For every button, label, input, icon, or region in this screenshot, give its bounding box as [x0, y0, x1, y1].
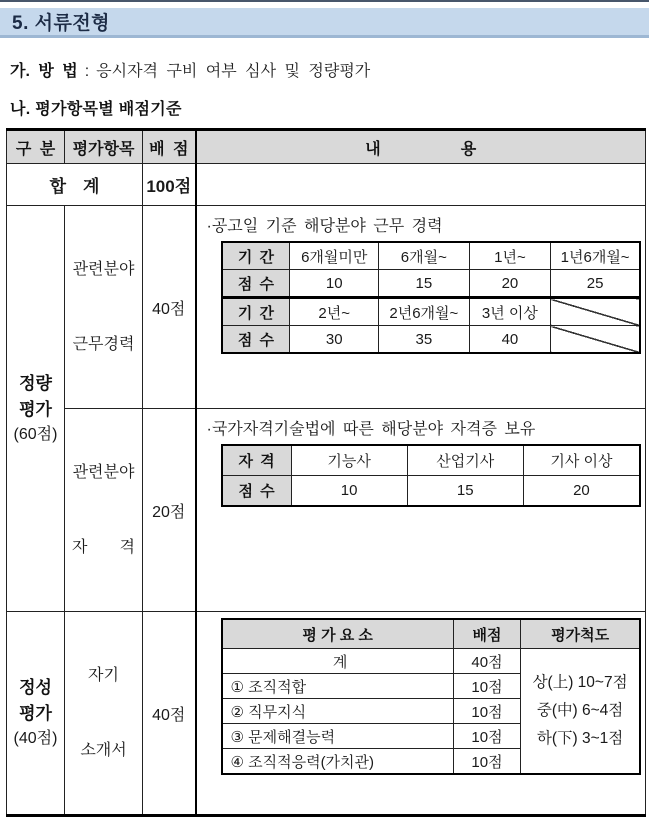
eval-factor: ④ 조직적응력(가치관): [222, 749, 454, 775]
subtable-cell: 2년~: [290, 298, 379, 326]
eval-factor: ① 조직적합: [222, 674, 454, 699]
subtable-label: 기 간: [222, 298, 290, 326]
eval-points: 10점: [453, 724, 520, 749]
points-career: 40점: [143, 206, 196, 409]
row-self-introduction: [7, 612, 646, 816]
scale-line-high: 상(上) 10~7점: [532, 674, 628, 691]
subtable-row: [222, 445, 641, 476]
method-label: 가. 방 법: [10, 63, 78, 80]
subtable-row: [222, 326, 641, 354]
eval-factor: 계: [222, 649, 454, 674]
col-header-category: 구 분: [7, 130, 65, 164]
scale-line-low: 하(下) 3~1점: [536, 730, 624, 747]
eval-points: 10점: [453, 674, 520, 699]
scale-line-mid: 중(中) 6~4점: [536, 702, 624, 719]
item-license-line2: 자 격: [72, 539, 135, 556]
group-qualitative: [7, 612, 65, 816]
item-license: [65, 409, 143, 612]
points-license: 20점: [143, 409, 196, 612]
row-career: [7, 206, 646, 409]
eval-points: 40점: [453, 649, 520, 674]
subtable-cell: 35: [379, 326, 470, 354]
evaluation-row: [222, 649, 641, 674]
subtable-row: [222, 476, 641, 507]
subtable-cell: 기능사: [291, 445, 407, 476]
subtable-label: 점 수: [222, 476, 292, 507]
subtable-cell: 15: [407, 476, 523, 507]
subtable-cell: 30: [290, 326, 379, 354]
method-separator: :: [84, 63, 90, 80]
license-bullet: ·국가자격기술법에 따른 해당분야 자격증 보유: [206, 421, 536, 438]
diagonal-strike-cell: [551, 326, 640, 354]
group-qualitative-line2: 평가: [19, 704, 52, 723]
section-title: 5. 서류전형: [12, 13, 111, 34]
subtable-cell: 40: [469, 326, 551, 354]
evaluation-header-row: [222, 619, 641, 649]
evaluation-subtable: [221, 618, 642, 775]
subtable-row: [222, 298, 641, 326]
item-license-line1: 관련분야: [72, 464, 135, 481]
item-career: [65, 206, 143, 409]
subtable-cell: 1년6개월~: [551, 242, 640, 270]
method-text: 응시자격 구비 여부 심사 및 정량평가: [96, 63, 371, 80]
section-header-banner: [0, 8, 649, 38]
total-row: [7, 164, 646, 206]
group-quantitative: [7, 206, 65, 612]
subtable-cell: 25: [551, 270, 640, 298]
subtable-cell: 기사 이상: [523, 445, 640, 476]
career-subtable: [221, 241, 642, 354]
total-label: 합 계: [7, 164, 143, 206]
points-self-introduction: 40점: [143, 612, 196, 816]
subtable-label: 점 수: [222, 270, 290, 298]
main-table-header-row: [7, 130, 646, 164]
col-header-points: 배 점: [143, 130, 196, 164]
evaluation-scale-cell: [521, 649, 640, 775]
total-content-empty: [196, 164, 646, 206]
group-qualitative-line1: 정성: [19, 678, 52, 697]
group-quantitative-points: (60점): [13, 425, 58, 443]
subtable-cell: 산업기사: [407, 445, 523, 476]
top-rule: [0, 0, 649, 2]
main-table: [6, 128, 646, 817]
license-subtable: [221, 444, 642, 507]
group-quantitative-line2: 평가: [19, 399, 52, 419]
diagonal-strike-cell: [551, 298, 640, 326]
subtable-row: [222, 242, 641, 270]
group-qualitative-points: (40점): [13, 730, 58, 747]
group-quantitative-line1: 정량: [19, 373, 52, 393]
row-license: [7, 409, 646, 612]
item-self-introduction-line1: 자기: [88, 667, 119, 684]
content-self-introduction: [196, 612, 646, 816]
content-career: [196, 206, 646, 409]
item-self-introduction-line2: 소개서: [80, 742, 127, 759]
subtable-cell: 20: [469, 270, 551, 298]
subtable-cell: 6개월~: [379, 242, 470, 270]
eval-col-scale: 평가척도: [521, 619, 640, 649]
subtable-cell: 10: [291, 476, 407, 507]
subtable-cell: 10: [290, 270, 379, 298]
method-line: [10, 58, 649, 81]
eval-points: 10점: [453, 699, 520, 724]
eval-factor: ② 직무지식: [222, 699, 454, 724]
criteria-heading: 나. 평가항목별 배점기준: [10, 101, 182, 118]
subtable-label: 기 간: [222, 242, 290, 270]
subtable-cell: 1년~: [469, 242, 551, 270]
eval-factor: ③ 문제해결능력: [222, 724, 454, 749]
item-self-introduction: [65, 612, 143, 816]
eval-col-points: 배점: [453, 619, 520, 649]
subtable-cell: 6개월미만: [290, 242, 379, 270]
eval-col-factor: 평 가 요 소: [222, 619, 454, 649]
subtable-label: 점 수: [222, 326, 290, 354]
col-header-item: 평가항목: [65, 130, 143, 164]
col-header-content: 내 용: [196, 130, 646, 164]
eval-points: 10점: [453, 749, 520, 775]
total-points: 100점: [143, 164, 196, 206]
career-bullet: ·공고일 기준 해당분야 근무 경력: [206, 218, 443, 235]
item-career-line1: 관련분야: [72, 261, 135, 278]
subtable-cell: 15: [379, 270, 470, 298]
subtable-cell: 2년6개월~: [379, 298, 470, 326]
item-career-line2: 근무경력: [72, 336, 135, 353]
content-license: [196, 409, 646, 612]
subtable-row: [222, 270, 641, 298]
subtable-cell: 3년 이상: [469, 298, 551, 326]
subtable-cell: 20: [523, 476, 640, 507]
subtable-label: 자 격: [222, 445, 292, 476]
